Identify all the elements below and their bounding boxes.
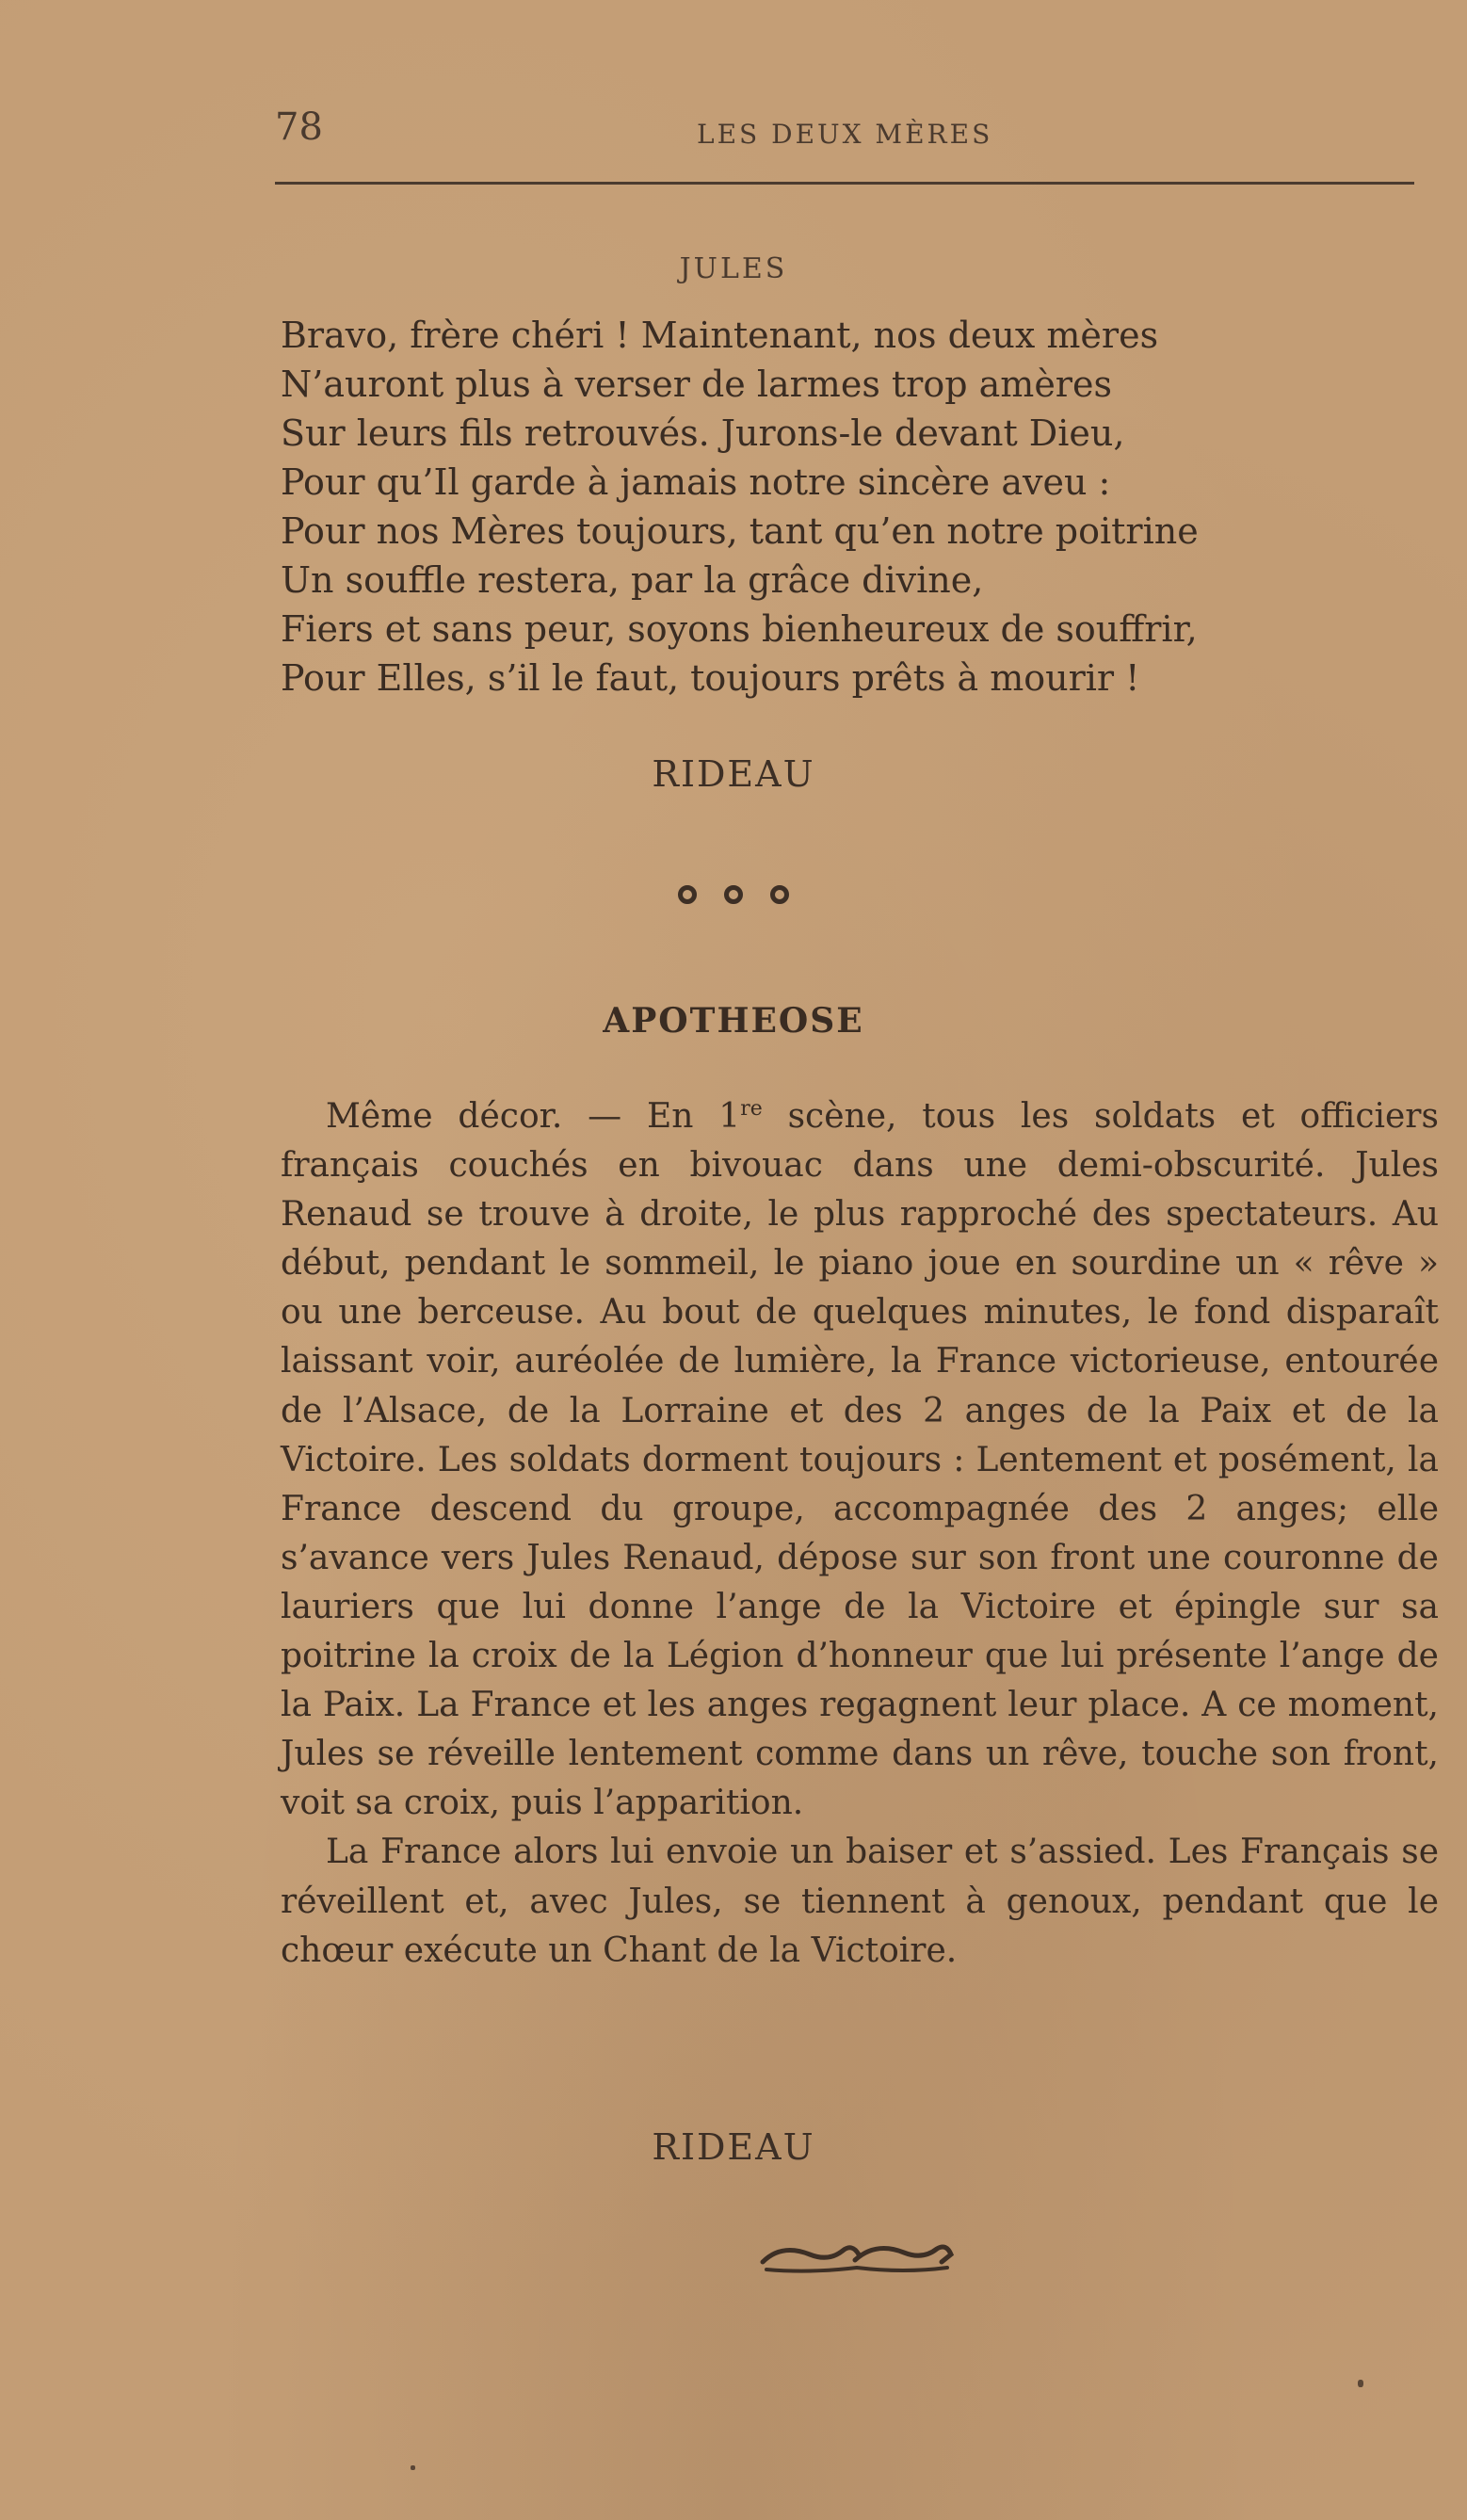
verse-line: Un souffle restera, par la grâce divine, — [281, 559, 984, 601]
stage-direction-paragraph: La France alors lui envoie un baiser et s’assied. Les Français se réveillent et, avec Jules, se tiennent à genoux, pendant que le chœur exécute un Chant de la Victoire. — [281, 1833, 1439, 1970]
stage-direction-text: scène, tous les soldats et officiers français couchés en bivouac dans une demi-obscurité. Jules Renaud se trouve à droite, le plus rapproché des spectateurs. Au début, pendant le sommeil, le piano joue en sourdine un « rêve » ou une berceuse. Au bout de quelques minutes, le fond disparaît laissant voir, auréolée de lumière, la France victorieuse, entourée de l’Alsace, de la Lorraine et des 2 anges de la Paix et de la Victoire. Les soldats dorment toujours : Lentement et posément, la France descend du groupe, accompagnée des 2 anges; elle s’avance vers Jules Renaud, dépose sur son front une couronne de lauriers que lui donne l’ange de la Victoire et épingle sur sa poitrine la croix de la Légion d’honneur que lui présente l’ange de la Paix. La France et les anges regagnent leur place. A ce moment, Jules se réveille lentement comme dans un rêve, touche son front, voit sa croix, puis l’apparition. — [281, 1097, 1439, 1823]
curtain-label: RIDEAU — [652, 753, 815, 795]
verse-line: Pour nos Mères toujours, tant qu’en notre poitrine — [281, 510, 1199, 552]
circle-icon — [770, 885, 789, 904]
section-title: APOTHEOSE — [603, 1001, 864, 1041]
paper-speck — [1358, 2380, 1363, 2387]
circle-ornament-icon — [0, 885, 1467, 908]
stage-direction-text: Même décor. — En 1 — [326, 1097, 741, 1136]
tailpiece-ornament-icon — [753, 2234, 960, 2281]
stage-direction — [281, 1092, 1439, 1976]
header-rule — [275, 182, 1414, 185]
circle-icon — [724, 885, 743, 904]
verse-block — [281, 311, 1411, 703]
page-number: 78 — [275, 105, 323, 149]
verse-line: N’auront plus à verser de larmes trop amères — [281, 363, 1112, 405]
verse-line: Pour qu’Il garde à jamais notre sincère aveu : — [281, 461, 1111, 503]
verse-line: Pour Elles, s’il le faut, toujours prêts à mourir ! — [281, 657, 1140, 699]
curtain-label: RIDEAU — [652, 2126, 815, 2168]
verse-line: Bravo, frère chéri ! Maintenant, nos deux mères — [281, 315, 1159, 356]
stage-direction-paragraph — [281, 1092, 1439, 1828]
page-header — [273, 105, 1412, 162]
running-head: LES DEUX MÈRES — [697, 119, 993, 150]
circle-icon — [678, 885, 697, 904]
verse-line: Sur leurs fils retrouvés. Jurons-le devant Dieu, — [281, 412, 1125, 454]
superscript: re — [740, 1097, 763, 1121]
paper-speck — [411, 2465, 415, 2470]
speaker-name: JULES — [679, 252, 788, 285]
verse-line: Fiers et sans peur, soyons bienheureux de souffrir, — [281, 608, 1198, 650]
